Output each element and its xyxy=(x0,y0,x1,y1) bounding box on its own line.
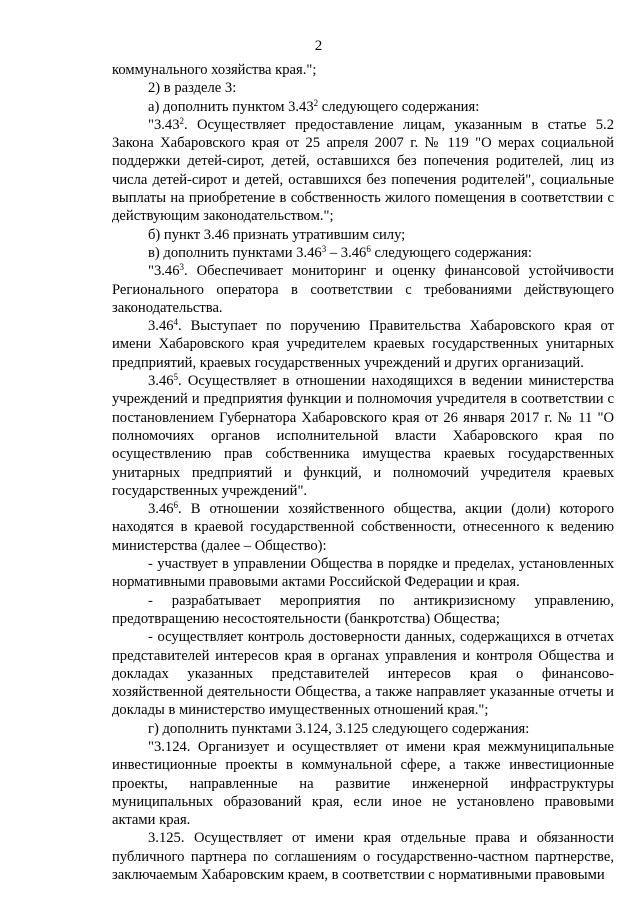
paragraph-text: – 3.46 xyxy=(326,244,367,261)
paragraph-text: . Осуществляет предоставление лицам, указанным в статье 5.2 Закона Хабаровского края от 25 апреля 2007 г. № 119 "О мерах социальной поддержки детей-сирот, детей, оставшихся без попечения родителей, лиц из числа детей-сирот и детей, оставшихся без попечения родителей", социальные выплаты на приобретение в собственность жилого помещения в соответствии с действующим законодательством."; xyxy=(112,116,614,225)
paragraph-text: следующего содержания: xyxy=(370,244,532,261)
paragraph-text: в) дополнить пунктами 3.46 xyxy=(148,244,322,261)
document-body xyxy=(112,61,614,884)
paragraph xyxy=(112,79,614,97)
paragraph xyxy=(112,720,614,738)
paragraph xyxy=(112,61,614,79)
page-number: 2 xyxy=(314,38,323,54)
paragraph-text: - участвует в управлении Общества в порядке и пределах, установленных нормативными правовыми актами Российской Федерации и края. xyxy=(112,556,614,591)
paragraph-text: 3.46 xyxy=(148,373,174,390)
paragraph-text: "3.124. Организует и осуществляет от имени края межмуниципальные инвестиционные проекты в коммунальной сфере, а также инвестиционные проекты, направленные на развитие инженерной инфраструктуры муниципальных образований края, если иное не установлено правовыми актами края. xyxy=(112,738,614,829)
superscript-index: 5 xyxy=(173,372,179,383)
paragraph xyxy=(112,738,614,829)
paragraph-text: . В отношении хозяйственного общества, акции (доли) которого находятся в краевой государственной собственности, отнесенного к ведению министерства (далее – Общество): xyxy=(112,501,614,554)
superscript-index: 6 xyxy=(173,500,179,511)
paragraph-text: следующего содержания: xyxy=(318,98,480,115)
paragraph xyxy=(112,555,614,592)
paragraph xyxy=(112,98,614,116)
superscript-index: 2 xyxy=(313,97,319,108)
paragraph xyxy=(112,829,614,884)
paragraph-text: - осуществляет контроль достоверности данных, содержащихся в отчетах представителей интересов края в органах управления и контроля Общества и докладах указанных представителей интересов края о финансово-хозяйственной деятельности Общества, а также направляет указанные отчеты и доклады в министерство имущественных отношений края."; xyxy=(112,629,614,719)
paragraph xyxy=(112,628,614,719)
superscript-index: 3 xyxy=(321,243,327,254)
paragraph-text: - разрабатывает мероприятия по антикризисному управлению, предотвращению несостоятельности (банкротства) Общества; xyxy=(112,592,614,627)
paragraph-text: "3.43 xyxy=(148,116,180,133)
paragraph-text: 3.46 xyxy=(148,318,174,335)
paragraph-text: 3.125. Осуществляет от имени края отдельные права и обязанности публичного партнера по соглашениям о государственно-частном партнерстве, заключаемым Хабаровским краем, в соответствии с нормативными правовыми xyxy=(112,830,614,884)
paragraph xyxy=(112,262,614,317)
paragraph xyxy=(112,372,614,500)
paragraph xyxy=(112,592,614,629)
paragraph-text: . Обеспечивает мониторинг и оценку финансовой устойчивости Регионального оператора в соответствии с требованиями действующего законодательства. xyxy=(112,263,614,316)
paragraph xyxy=(112,244,614,262)
superscript-index: 2 xyxy=(179,115,184,126)
paragraph xyxy=(112,317,614,372)
paragraph-text: коммунального хозяйства края."; xyxy=(112,62,317,78)
paragraph-text: 3.46 xyxy=(148,501,174,518)
paragraph xyxy=(112,116,614,226)
paragraph-text: . Выступает по поручению Правительства Хабаровского края от имени Хабаровского края учредителем краевых государственных унитарных предприятий, краевых государственных учреждений и других организаций. xyxy=(112,318,614,371)
superscript-index: 6 xyxy=(366,243,371,254)
superscript-index: 3 xyxy=(179,262,184,273)
paragraph-text: а) дополнить пунктом 3.43 xyxy=(148,98,314,115)
paragraph xyxy=(112,500,614,555)
paragraph-text: "3.46 xyxy=(148,263,180,280)
paragraph-text: . Осуществляет в отношении находящихся в ведении министерства учреждений и предприятия функции и полномочия учредителя в соответствии с постановлением Губернатора Хабаровского края от 26 января 2017 г. № 11 "О полномочиях органов исполнительной власти Хабаровского края по осуществлению прав собственника имущества краевых государственных унитарных предприятий и функций, и полномочий учредителя краевых государственных учреждений". xyxy=(112,373,614,499)
paragraph-text: 2) в разделе 3: xyxy=(148,80,237,97)
paragraph-text: г) дополнить пунктами 3.124, 3.125 следующего содержания: xyxy=(148,720,530,737)
paragraph-text: б) пункт 3.46 признать утратившим силу; xyxy=(148,226,406,243)
paragraph xyxy=(112,226,614,244)
superscript-index: 4 xyxy=(173,317,179,328)
